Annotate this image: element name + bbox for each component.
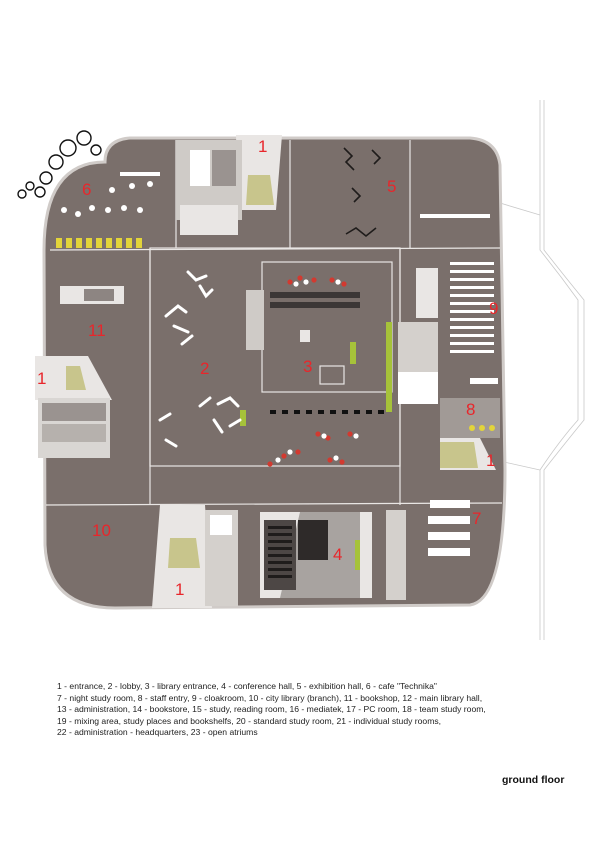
- floor-label: ground floor: [502, 774, 565, 786]
- legend: [57, 681, 577, 739]
- room-number-3: 3: [303, 357, 313, 376]
- legend-line: 13 - administration, 14 - bookstore, 15 - study, reading room, 16 - mediatek, 17 - PC room, 18 - team study room,: [57, 704, 486, 715]
- yellow-shelf: [56, 238, 142, 248]
- room-number-4: 4: [333, 545, 343, 564]
- room-number-9: 9: [489, 299, 499, 318]
- room-number-8: 8: [466, 400, 476, 419]
- legend-line: 22 - administration - headquarters, 23 - open atriums: [57, 727, 258, 738]
- room-number-1-left: 1: [37, 369, 47, 388]
- room-number-1-top: 1: [258, 137, 268, 156]
- yellow-chairs: [469, 425, 495, 431]
- legend-line: 1 - entrance, 2 - lobby, 3 - library entrance, 4 - conference hall, 5 - exhibition hall, 6 - cafe "Technika": [57, 681, 437, 691]
- room-number-10: 10: [92, 521, 111, 540]
- room-number-2: 2: [200, 359, 210, 378]
- room-number-1-right: 1: [486, 451, 496, 470]
- room-number-11: 11: [88, 321, 106, 340]
- legend-line: 19 - mixing area, study places and bookshelfs, 20 - standard study room, 21 - individual study rooms,: [57, 715, 442, 726]
- room-number-1-bottom: 1: [175, 580, 185, 599]
- room-number-6: 6: [82, 180, 92, 199]
- legend-line: 7 - night study room, 8 - staff entry, 9 - cloakroom, 10 - city library (branch), 11 - bookshop, 12 - main library hall,: [57, 692, 483, 703]
- room-number-7: 7: [472, 509, 482, 528]
- green-shelf: [386, 322, 392, 412]
- conference-hall: [260, 512, 372, 598]
- room-number-5: 5: [387, 177, 397, 196]
